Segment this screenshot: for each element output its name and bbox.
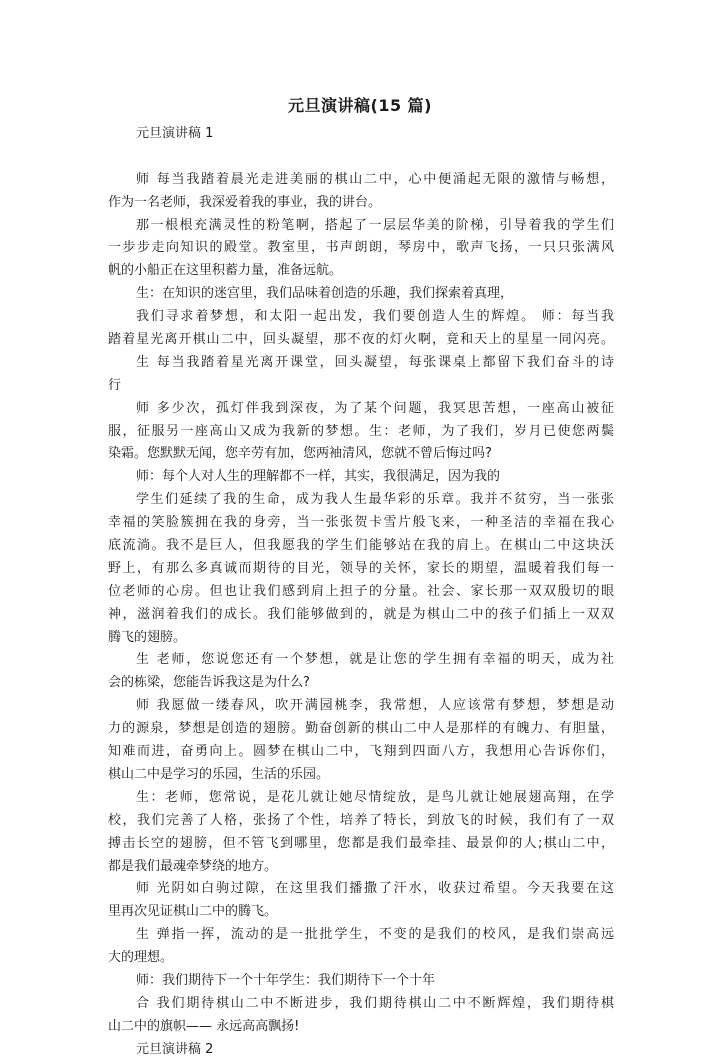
text-line: 合 我们期待棋山二中不断进步，我们期待棋山二中不断辉煌，我们期待棋 <box>136 995 614 1011</box>
text-line: 师 光阴如白驹过隙，在这里我们播撒了汗水，收获过希望。今天我要在这 <box>136 881 614 897</box>
text-line: 生 弹指一挥，流动的是一批批学生，不变的是我们的校风，是我们崇高远 <box>136 927 614 943</box>
text-line: 一步步走向知识的殿堂。教室里，书声朗朗，琴房中，歌声飞扬，一只只张满风 <box>108 240 614 256</box>
text-line: 师 每当我踏着晨光走进美丽的棋山二中，心中便涌起无限的激情与畅想， <box>136 171 614 187</box>
text-line: 腾飞的翅膀。 <box>108 629 187 645</box>
text-line: 学生们延续了我的生命，成为我人生最华彩的乐章。我并不贫穷，当一张张 <box>136 492 614 508</box>
text-line: 我们寻求着梦想，和太阳一起出发，我们要创造人生的辉煌。 师：每当我 <box>136 309 614 325</box>
text-line: 都是我们最魂牵梦绕的地方。 <box>108 858 278 874</box>
text-line: 服，征服另一座高山又成为我新的梦想。生：老师，为了我们，岁月已使您两鬓 <box>108 423 614 439</box>
document-title: 元旦演讲稿(15 篇) <box>288 96 432 115</box>
text-line: 大的理想。 <box>108 950 174 966</box>
text-line: 那一根根充满灵性的粉笔啊，搭起了一层层华美的阶梯，引导着我的学生们 <box>136 217 614 233</box>
text-line: 踏着星光离开棋山二中，回头凝望，那不夜的灯火啊，竟和天上的星星一同闪亮。 <box>108 332 614 348</box>
text-line: 生：在知识的迷宫里，我们品味着创造的乐趣，我们探索着真理， <box>136 286 514 302</box>
text-line: 野上，有那么多真诚而期待的目光，领导的关怀，家长的期望，温暖着我们每一 <box>108 560 614 576</box>
text-line: 校，我们完善了人格，张扬了个性，培养了特长，到放飞的时候，我们有了一双 <box>108 812 614 828</box>
blank-line <box>108 146 614 169</box>
text-line: 师 我愿做一缕春风，吹开满园桃李，我常想，人应该常有梦想，梦想是动 <box>136 698 614 714</box>
text-line: 山二中的旗帜—— 永远高高飘扬! <box>108 1018 300 1034</box>
text-line: 会的栋梁，您能告诉我这是为什么? <box>108 675 310 691</box>
text-line: 师 多少次，孤灯伴我到深夜，为了某个问题，我冥思苦想，一座高山被征 <box>136 400 614 416</box>
text-line: 生：老师，您常说，是花儿就让她尽情绽放，是鸟儿就让她展翅高翔，在学 <box>136 789 614 805</box>
text-line: 知难而进，奋勇向上。圆梦在棋山二中，飞翔到四面八方，我想用心告诉你们， <box>108 744 614 760</box>
text-line: 生 每当我踏着星光离开课堂，回头凝望，每张课桌上都留下我们奋斗的诗 <box>136 354 614 370</box>
text-line: 生 老师，您说您还有一个梦想，就是让您的学生拥有幸福的明天，成为社 <box>136 652 614 668</box>
text-line: 位老师的心房。但也让我们感到肩上担子的分量。社会、家长那一双双殷切的眼 <box>108 583 614 599</box>
text-line: 底流淌。我不是巨人，但我愿我的学生们能够站在我的肩上。在棋山二中这块沃 <box>108 538 614 554</box>
text-line: 行 <box>108 377 122 393</box>
text-line: 力的源泉，梦想是创造的翅膀。勤奋创新的棋山二中人是那样的有魄力、有胆量， <box>108 721 614 737</box>
text-line: 染霜。您默默无闻，您辛劳有加，您两袖清风，您就不曾后悔过吗? <box>108 446 492 462</box>
text-line: 元旦演讲稿 1 <box>136 126 214 141</box>
text-line: 作为一名老师，我深爱着我的事业，我的讲台。 <box>108 194 382 210</box>
document-body <box>108 123 614 1062</box>
text-line: 棋山二中是学习的乐园，生活的乐园。 <box>108 766 330 782</box>
text-line: 帆的小船正在这里积蓄力量，准备远航。 <box>108 263 343 279</box>
text-line: 神，滋润着我们的成长。我们能够做到的，就是为棋山二中的孩子们插上一双双 <box>108 606 614 622</box>
text-line: 师：每个人对人生的理解都不一样，其实，我很满足，因为我的 <box>136 469 501 485</box>
text-line: 里再次见证棋山二中的腾飞。 <box>108 904 278 920</box>
text-line: 师：我们期待下一个十年学生：我们期待下一个十年 <box>136 972 436 988</box>
text-line: 幸福的笑脸簇拥在我的身旁，当一张张贺卡雪片般飞来，一种圣洁的幸福在我心 <box>108 515 614 531</box>
text-line: 元旦演讲稿 2 <box>136 1041 214 1057</box>
text-line: 搏击长空的翅膀，但不管飞到哪里，您都是我们最牵挂、最景仰的人;棋山二中， <box>108 835 614 851</box>
